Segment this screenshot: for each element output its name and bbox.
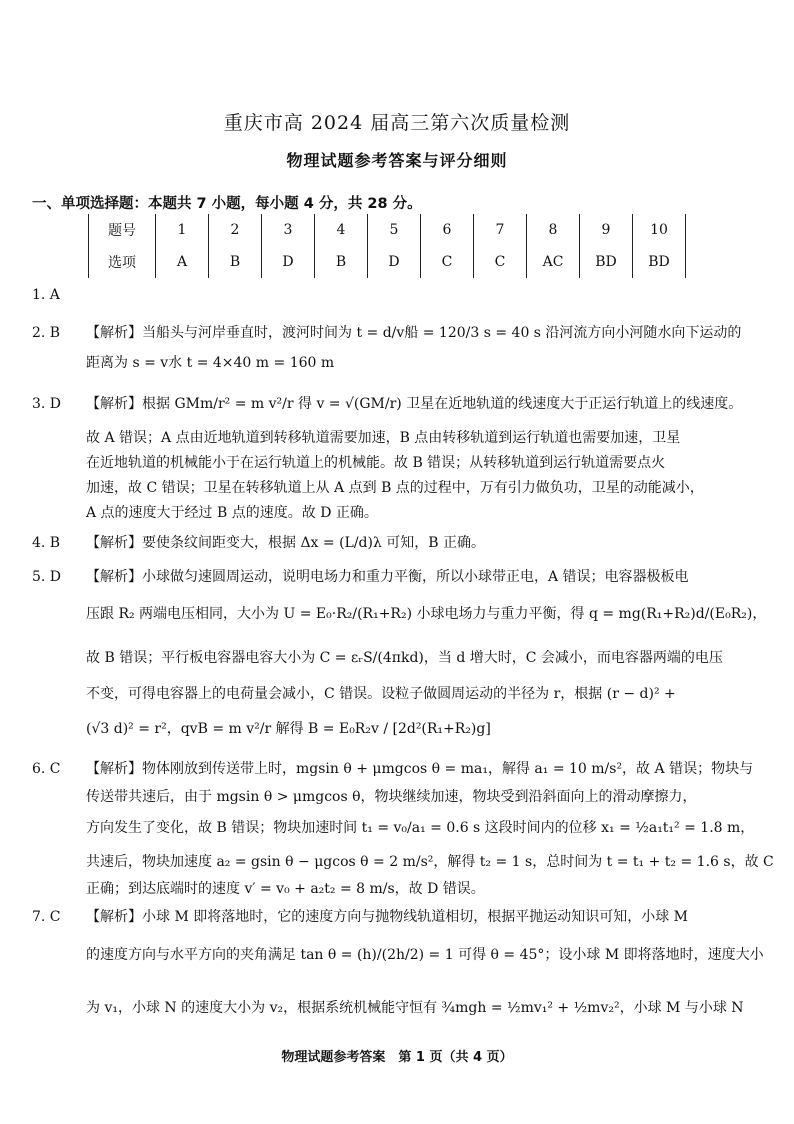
answer-option: BD: [633, 246, 686, 278]
explanation-text: 不变，可得电容器上的电荷量会减小，C 错误。设粒子做圆周运动的半径为 r，根据 (r − d)² +: [86, 686, 676, 702]
answer-line: [32, 322, 741, 342]
answer-option: B: [209, 246, 262, 278]
question-number: 8: [527, 214, 580, 246]
explanation-text: 【解析】物体刚放到传送带上时，mgsin θ + μmgcos θ = ma₁，解得 a₁ = 10 m/s²，故 A 错误；物块与: [86, 761, 754, 777]
question-label: 6. C: [32, 761, 61, 777]
answer-line: [86, 647, 723, 667]
explanation-text: 故 B 错误；平行板电容器电容大小为 C = εᵣS/(4πkd)，当 d 增大时，C 会减小，而电容器两端的电压: [86, 650, 723, 666]
answer-option: A: [156, 246, 209, 278]
row-label-number: 题号: [89, 214, 156, 246]
answer-line: [86, 718, 491, 738]
explanation-text: 【解析】要使条纹间距变大，根据 Δx = (L/d)λ 可知，B 正确。: [86, 535, 486, 551]
answer-line: [86, 502, 378, 522]
question-number: 7: [474, 214, 527, 246]
page-subtitle: 物理试题参考答案与评分细则: [286, 151, 508, 170]
explanation-text: 故 A 错误；A 点由近地轨道到转移轨道需要加速，B 点由转移轨道到运行轨道也需要加速，卫星: [86, 430, 681, 446]
answer-option: D: [368, 246, 421, 278]
answer-table: [88, 214, 686, 278]
explanation-text: 正确；到达底端时的速度 v′ = v₀ + a₂t₂ = 8 m/s，故 D 错误。: [86, 881, 485, 897]
answer-line: [86, 683, 676, 703]
answer-line: [32, 566, 689, 586]
question-label: 7. C: [32, 909, 61, 925]
answer-line: [86, 427, 680, 447]
answer-line: [32, 758, 753, 778]
page-footer: 物理试题参考答案 第 1 页（共 4 页）: [281, 1050, 513, 1065]
answer-line: [86, 878, 485, 898]
question-label: 2. B: [32, 325, 61, 341]
answer-line: [32, 287, 86, 303]
question-label: 5. D: [32, 569, 62, 585]
explanation-text: 共速后，物块加速度 a₂ = gsin θ − μgcos θ = 2 m/s²，解得 t₂ = 1 s，总时间为 t = t₁ + t₂ = 1.6 s，故 C: [86, 854, 774, 870]
answer-line: [86, 603, 766, 623]
answer-option: D: [262, 246, 315, 278]
answer-line: [86, 944, 764, 964]
question-label: 3. D: [32, 396, 62, 412]
explanation-text: 在近地轨道的机械能小于在运行轨道上的机械能。故 B 错误；从转移轨道到运行轨道需要点火: [86, 455, 666, 471]
explanation-text: 方向发生了变化，故 B 错误；物块加速时间 t₁ = v₀/a₁ = 0.6 s 这段时间内的位移 x₁ = ½a₁t₁² = 1.8 m，: [86, 820, 755, 836]
answer-line: [86, 997, 744, 1017]
question-number: 2: [209, 214, 262, 246]
question-number: 1: [156, 214, 209, 246]
question-number: 3: [262, 214, 315, 246]
answer-line: [32, 532, 485, 552]
question-number: 4: [315, 214, 368, 246]
section-heading: 一、单项选择题：本题共 7 小题，每小题 4 分，共 28 分。: [32, 196, 422, 212]
question-number: 5: [368, 214, 421, 246]
answer-option: AC: [527, 246, 580, 278]
question-number: 10: [633, 214, 686, 246]
answer-line: [86, 477, 704, 497]
answer-line: [86, 851, 774, 871]
explanation-text: 传送带共速后，由于 mgsin θ > μmgcos θ，物块继续加速，物块受到沿斜面向上的滑动摩擦力，: [86, 789, 697, 805]
explanation-text: 距离为 s = v水 t = 4×40 m = 160 m: [86, 355, 335, 371]
explanation-text: 的速度方向与水平方向的夹角满足 tan θ = (h)/(2h/2) = 1 可得 θ = 45°；设小球 M 即将落地时，速度大小: [86, 947, 764, 963]
question-number: 9: [580, 214, 633, 246]
answer-line: [86, 452, 665, 472]
question-number: 6: [421, 214, 474, 246]
question-label: 4. B: [32, 535, 61, 551]
explanation-text: 【解析】根据 GMm/r² = m v²/r 得 v = √(GM/r) 卫星在近地轨道的线速度大于正运行轨道上的线速度。: [86, 396, 743, 412]
explanation-text: (√3 d)² = r²，qvB = m v²/r 解得 B = E₀R₂v / [2d²(R₁+R₂)g]: [86, 721, 491, 737]
row-label-option: 选项: [89, 246, 156, 278]
explanation-text: 压跟 R₂ 两端电压相同，大小为 U = E₀·R₂/(R₁+R₂) 小球电场力与重力平衡，得 q = mg(R₁+R₂)d/(E₀R₂)，: [86, 606, 767, 622]
answer-line: [32, 906, 688, 926]
answer-table-option-row: [89, 246, 686, 278]
answer-line: [86, 352, 334, 372]
question-label: 1. A: [32, 287, 60, 303]
answer-option: BD: [580, 246, 633, 278]
explanation-text: 【解析】小球做匀速圆周运动，说明电场力和重力平衡，所以小球带正电，A 错误；电容器极板电: [86, 569, 689, 585]
explanation-text: 【解析】当船头与河岸垂直时，渡河时间为 t = d/v船 = 120/3 s = 40 s 沿河流方向小河随水向下运动的: [86, 325, 742, 341]
explanation-text: A 点的速度大于经过 B 点的速度。故 D 正确。: [86, 505, 378, 521]
answer-option: B: [315, 246, 368, 278]
answer-line: [86, 817, 754, 837]
answer-option: C: [421, 246, 474, 278]
page-title: 重庆市高 2024 届高三第六次质量检测: [223, 112, 571, 134]
answer-line: [32, 393, 742, 413]
answer-line: [86, 786, 697, 806]
explanation-text: 【解析】小球 M 即将落地时，它的速度方向与抛物线轨道相切，根据平抛运动知识可知，小球 M: [86, 909, 689, 925]
answer-option: C: [474, 246, 527, 278]
explanation-text: 为 v₁，小球 N 的速度大小为 v₂，根据系统机械能守恒有 ¾mgh = ½mv₁² + ½mv₂²，小球 M 与小球 N: [86, 1000, 744, 1016]
answer-table-number-row: [89, 214, 686, 246]
explanation-text: 加速，故 C 错误；卫星在转移轨道上从 A 点到 B 点的过程中，万有引力做负功，卫星的动能减小，: [86, 480, 704, 496]
